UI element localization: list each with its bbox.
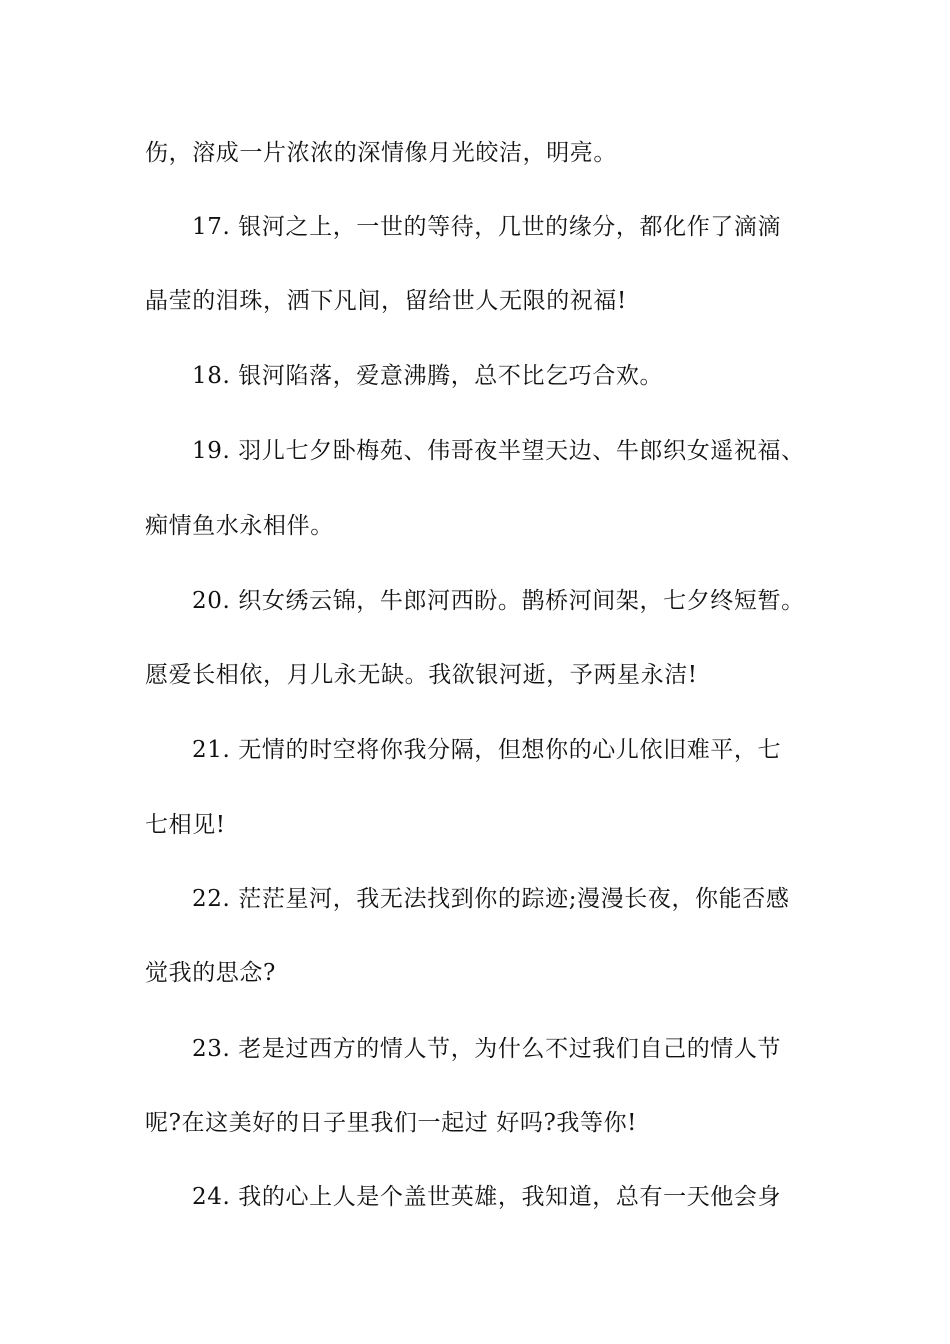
text-line: 21. 无情的时空将你我分隔，但想你的心儿依旧难平，七 bbox=[192, 737, 782, 763]
text-line: 24. 我的心上人是个盖世英雄，我知道，总有一天他会身 bbox=[192, 1184, 782, 1210]
text-line: 19. 羽儿七夕卧梅苑、伟哥夜半望天边、牛郎织女遥祝福、 bbox=[192, 438, 805, 464]
text-line: 觉我的思念? bbox=[145, 960, 276, 986]
text-line: 七相见! bbox=[145, 812, 226, 838]
text-line: 愿爱长相依，月儿永无缺。我欲银河逝，予两星永洁! bbox=[145, 662, 698, 688]
text-line: 20. 织女绣云锦，牛郎河西盼。鹊桥河间架，七夕终短暂。 bbox=[192, 588, 805, 614]
text-line: 晶莹的泪珠，洒下凡间，留给世人无限的祝福! bbox=[145, 288, 627, 314]
text-line: 呢?在这美好的日子里我们一起过 好吗?我等你! bbox=[145, 1110, 638, 1136]
text-line: 23. 老是过西方的情人节，为什么不过我们自己的情人节 bbox=[192, 1036, 782, 1062]
text-line: 22. 茫茫星河，我无法找到你的踪迹;漫漫长夜，你能否感 bbox=[192, 886, 790, 912]
text-line: 18. 银河陷落，爱意沸腾，总不比乞巧合欢。 bbox=[192, 363, 664, 389]
text-line: 痴情鱼水永相伴。 bbox=[145, 513, 334, 539]
text-line: 17. 银河之上，一世的等待，几世的缘分，都化作了滴滴 bbox=[192, 214, 782, 240]
text-line: 伤，溶成一片浓浓的深情像月光皎洁，明亮。 bbox=[145, 140, 617, 166]
